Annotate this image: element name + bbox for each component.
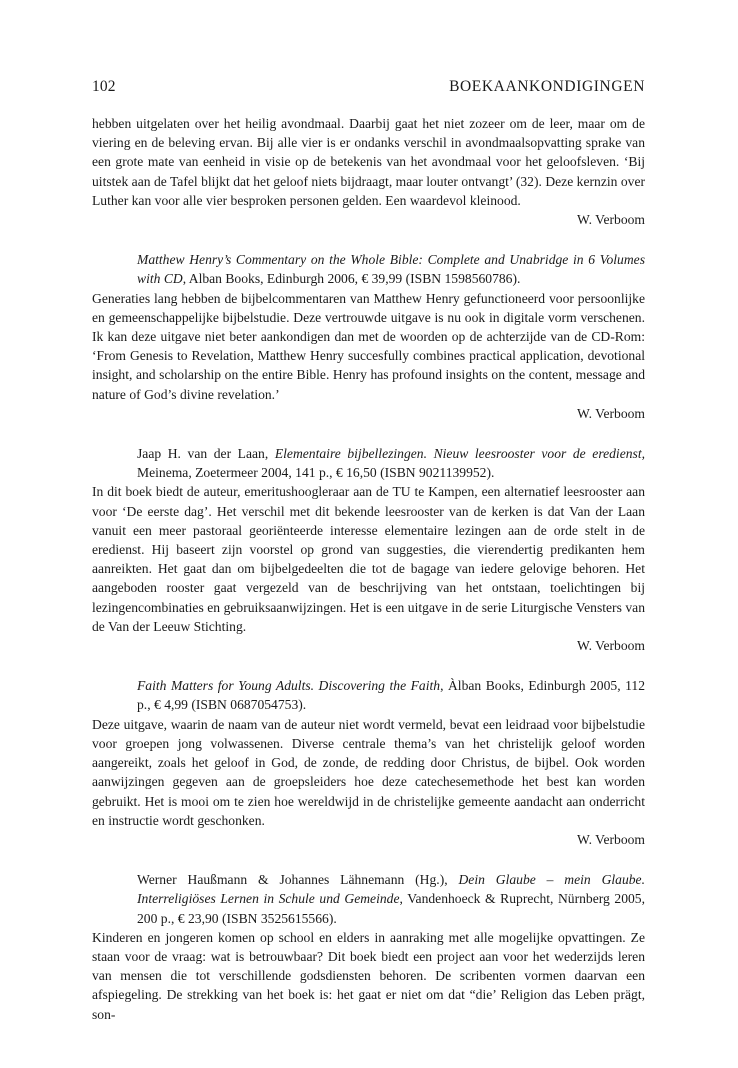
review-body: In dit boek biedt de auteur, emeritushoogleraar aan de TU te Kampen, een alternatief leesrooster aan voor ‘De eerste dag’. Het verschil met dit bekende leesrooster van de kerken is dat Van der Laan vanuit een meer pastoraal georiënteerde interesse elementaire lezingen aan de orde stelt in de eredienst. Hij baseert zijn voorstel op grond van suggesties, die vierendertig predikanten hem aanreikten. Het gaat dan om bijbelgedeelten die tot de bagage van iedere gelovige behoren. Het aangeboden rooster gaat vergezeld van de beschrijving van het ontstaan, toelichtingen bij lezingencombinaties en gebruiksaanwijzingen. Het is een uitgave in de serie Liturgische Vensters van de Van der Leeuw Stichting. bbox=[92, 484, 645, 634]
book-publication: , Àlban Books, Edinburgh 2005, 112 p., € 4,99 (ISBN 0687054753). bbox=[137, 678, 645, 713]
book-publication: , Vandenhoeck & Ruprecht, Nürnberg 2005, 200 p., € 23,90 (ISBN 3525615566). bbox=[137, 891, 646, 926]
section-title: BOEKAANKONDIGINGEN bbox=[449, 78, 645, 95]
book-publication: , Alban Books, Edinburgh 2006, € 39,99 (ISBN 1598560786). bbox=[182, 271, 521, 287]
review-entry bbox=[92, 870, 645, 1024]
book-citation bbox=[92, 444, 645, 482]
book-title: Dein Glaube – mein Glaube. Interreligiöses Lernen in Schule und Gemeinde bbox=[137, 872, 645, 907]
reviewer-signature: W. Verboom bbox=[577, 831, 645, 847]
book-title: Elementaire bijbellezingen. Nieuw leesrooster voor de eredienst, bbox=[274, 446, 646, 462]
review-entry bbox=[92, 250, 645, 423]
review-entry bbox=[92, 676, 645, 849]
book-title: Faith Matters for Young Adults. Discovering the Faith bbox=[137, 678, 441, 694]
book-publication: Meinema, Zoetermeer 2004, 141 p., € 16,50 (ISBN 9021139952). bbox=[137, 465, 495, 481]
book-citation bbox=[92, 250, 645, 288]
page-number: 102 bbox=[92, 78, 116, 95]
book-author: Werner Haußmann & Johannes Lähnemann (Hg.), bbox=[137, 872, 459, 888]
book-title: Matthew Henry’s Commentary on the Whole Bible: Complete and Unabridge in 6 Volumes with CD bbox=[137, 252, 645, 287]
continuation-text: hebben uitgelaten over het heilig avondmaal. Daarbij gaat het niet zozeer om de leer, maar om de viering en de beleving ervan. Bij alle vier is er ondanks verschil in avondmaalsopvatting sprake van een grote mate van eenheid in visie op de betekenis van het avondmaal voor het geloofsleven. ‘Bij uitstek aan de Tafel blijkt dat het geloof niets bijdraagt, maar louter ontvangt’ (32). Deze kernzin over Luther kan voor alle vier besproken personen gelden. Een waardevol kleinood. bbox=[92, 116, 645, 208]
book-citation bbox=[92, 676, 645, 714]
page bbox=[92, 78, 645, 1024]
book-citation bbox=[92, 870, 645, 928]
reviewer-signature: W. Verboom bbox=[577, 212, 645, 228]
review-body: Deze uitgave, waarin de naam van de auteur niet wordt vermeld, bevat een leidraad voor bijbelstudie voor groepen jong volwassenen. Diverse centrale thema’s van het christelijk geloof worden aangereikt, zoals het geloof in God, de zonde, de redding door Christus, de bijbel. Ook worden aanwijzingen gegeven aan de groepsleiders hoe deze catechesemethode het best kan worden gebruikt. Het is mooi om te zien hoe wereldwijd in de christelijke gemeente aandacht aan onderricht en instructie wordt geschonken. bbox=[92, 716, 645, 828]
reviewer-signature: W. Verboom bbox=[577, 405, 645, 421]
reviewer-signature: W. Verboom bbox=[577, 638, 645, 654]
review-body: Generaties lang hebben de bijbelcommentaren van Matthew Henry gefunctioneerd voor persoonlijke en gemeenschappelijke bijbelstudie. Deze vertrouwde uitgave is nu ook in digitale vorm verschenen. Ik kan deze uitgave niet beter aankondigen dan met de woorden op de achterzijde van de CD-Rom: ‘From Genesis to Revelation, Matthew Henry succesfully combines practical application, devotional insight, and scholarship on the entire Bible. Henry has profound insights on the content, message and nature of God’s divine revelation.’ bbox=[92, 290, 645, 402]
book-author: Jaap H. van der Laan, bbox=[137, 446, 275, 462]
review-body: Kinderen en jongeren komen op school en elders in aanraking met alle mogelijke opvattingen. Ze staan voor de vraag: wat is betrouwbaar? Dit boek biedt een project aan voor het wederzijds leren van mensen die tot verschillende godsdiensten behoren. De scribenten vormen daarvan een afspiegeling. De strekking van het boek is: het gaat er niet om dat “die’ Religion das Leben prägt, son- bbox=[92, 929, 645, 1022]
running-header bbox=[92, 78, 645, 96]
review-entry bbox=[92, 444, 645, 655]
